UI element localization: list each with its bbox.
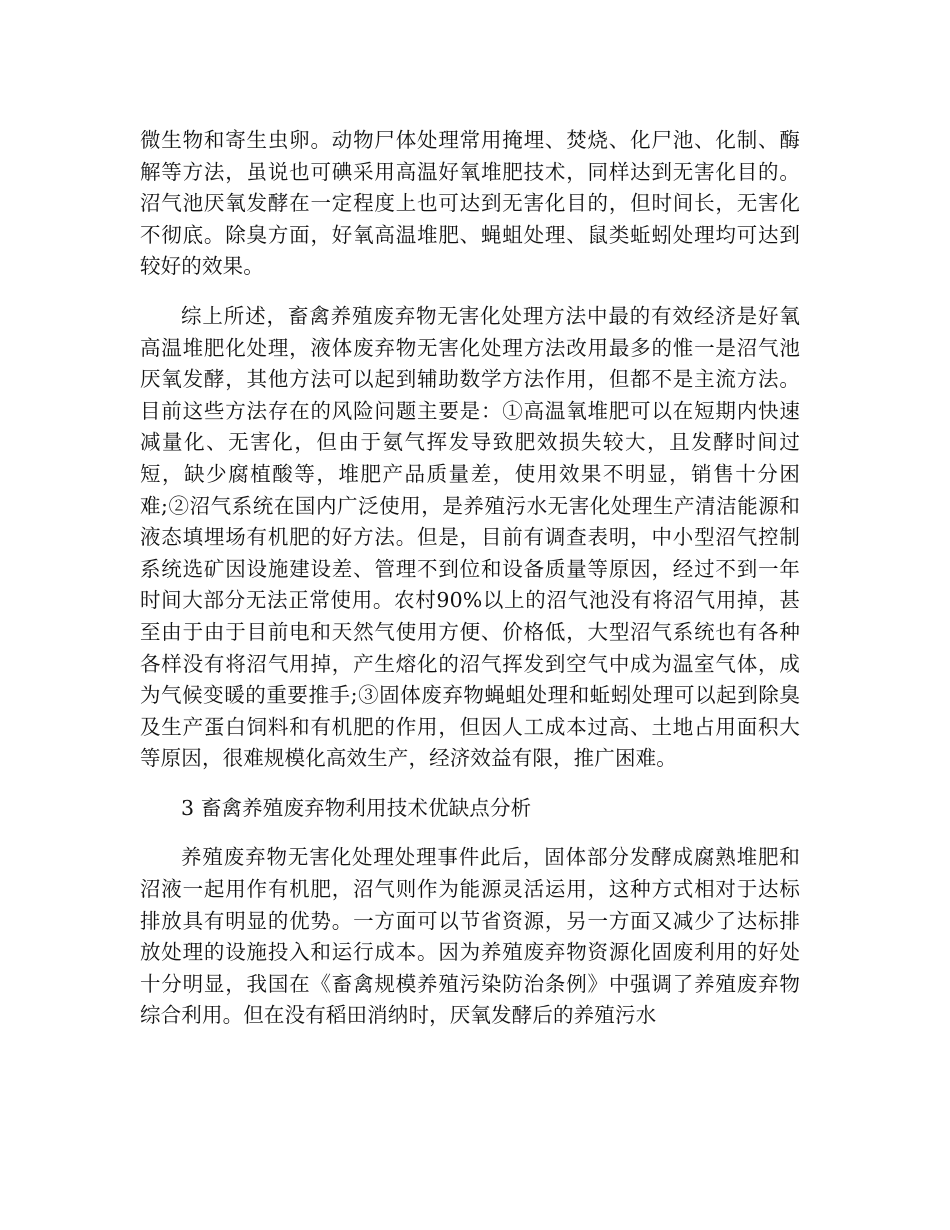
document-page	[140, 125, 800, 1032]
paragraph-carryover: 微生物和寄生虫卵。动物尸体处理常用掩埋、焚烧、化尸池、化制、酶解等方法，虽说也可碘采用高温好氧堆肥技术，同样达到无害化目的。沼气池厌氧发酵在一定程度上也可达到无害化目的，但时间长，无害化不彻底。除臭方面，好氧高温堆肥、蝇蛆处理、鼠类蚯蚓处理均可达到较好的效果。	[140, 128, 800, 279]
paragraph-utilization: 养殖废弃物无害化处理处理事件此后，固体部分发酵成腐熟堆肥和沼液一起用作有机肥，沼气则作为能源灵活运用，这种方式相对于达标排放具有明显的优势。一方面可以节省资源，另一方面又减少了达标排放处理的设施投入和运行成本。因为养殖废弃物资源化固废利用的好处十分明显，我国在《畜禽规模养殖污染防治条例》中强调了养殖废弃物综合利用。但在没有稻田消纳时，厌氧发酵后的养殖污水	[140, 845, 800, 1028]
paragraph-summary: 综上所述，畜禽养殖废弃物无害化处理方法中最的有效经济是好氧高温堆肥化处理，液体废弃物无害化处理方法改用最多的惟一是沼气池厌氧发酵，其他方法可以起到辅助数学方法作用，但都不是主流方法。目前这些方法存在的风险问题主要是：①高温氧堆肥可以在短期内快速减量化、无害化，但由于氨气挥发导致肥效损失较大，且发酵时间过短，缺少腐植酸等，堆肥产品质量差，使用效果不明显，销售十分困难;②沼气系统在国内广泛使用，是养殖污水无害化处理生产清洁能源和液态填埋场有机肥的好方法。但是，目前有调查表明，中小型沼气控制系统选矿因设施建设差、管理不到位和设备质量等原因，经过不到一年时间大部分无法正常使用。农村90%以上的沼气池没有将沼气用掉，甚至由于由于目前电和天然气使用方便、价格低，大型沼气系统也有各种各样没有将沼气用掉，产生熔化的沼气挥发到空气中成为温室气体，成为气候变暖的重要推手;③固体废弃物蝇蛆处理和蚯蚓处理可以起到除臭及生产蛋白饲料和有机肥的作用，但因人工成本过高、土地占用面积大等原因，很难规模化高效生产，经济效益有限，推广困难。	[140, 303, 800, 771]
section-heading: 3 畜禽养殖废弃物利用技术优缺点分析	[181, 795, 532, 820]
